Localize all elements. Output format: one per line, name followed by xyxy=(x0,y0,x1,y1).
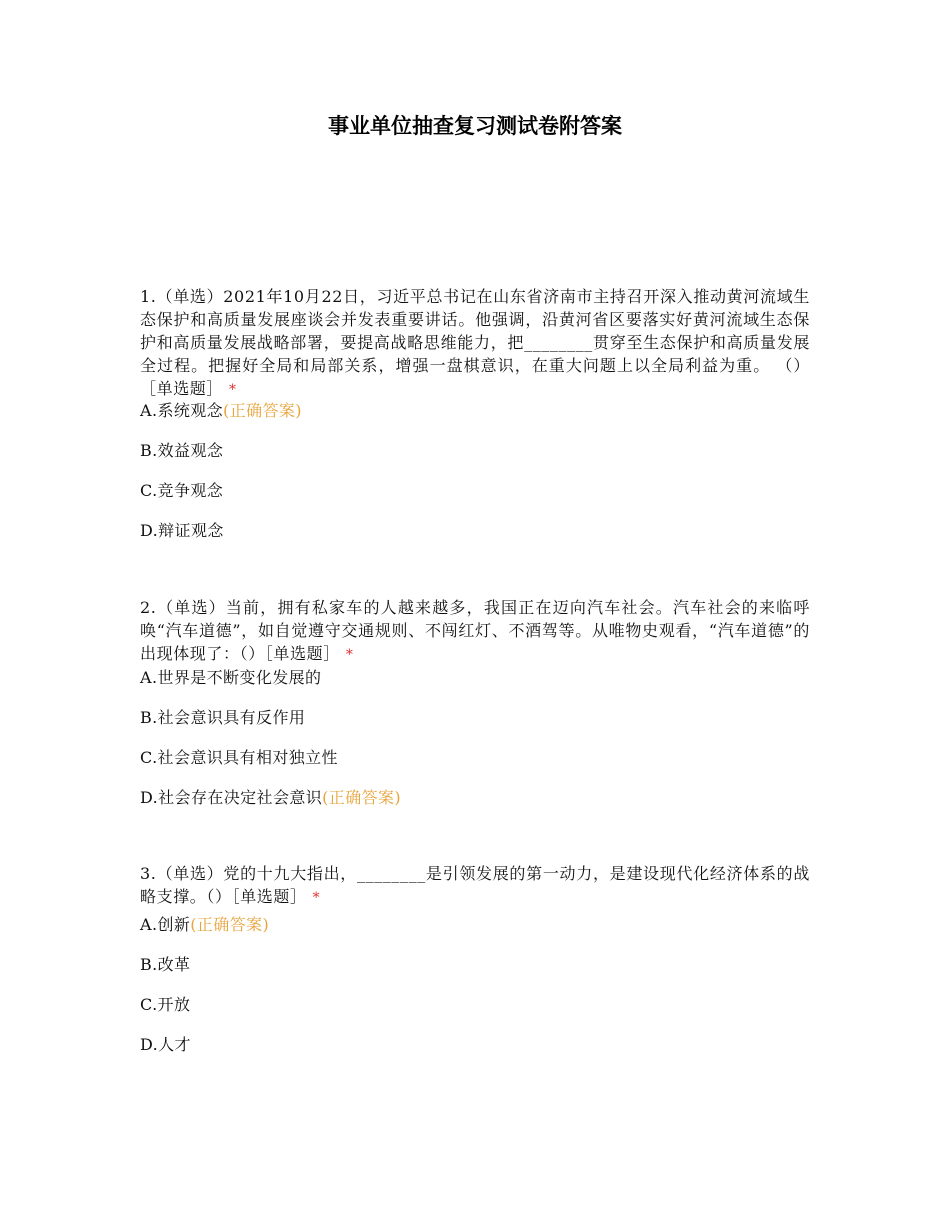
question-1-stem xyxy=(140,285,810,402)
option-text: B.改革 xyxy=(140,955,191,974)
option-text: C.开放 xyxy=(140,995,191,1014)
question-3-option-b xyxy=(140,954,810,976)
option-text: C.社会意识具有相对独立性 xyxy=(140,748,338,767)
question-2-option-c xyxy=(140,747,810,769)
option-text: D.人才 xyxy=(140,1035,191,1054)
question-2-option-a xyxy=(140,667,810,689)
question-3-option-c xyxy=(140,994,810,1016)
option-text: B.效益观念 xyxy=(140,441,224,460)
option-text: A.创新 xyxy=(140,915,191,934)
question-2-option-b xyxy=(140,707,810,729)
option-text: D.社会存在决定社会意识 xyxy=(140,788,323,807)
document-title: 事业单位抽查复习测试卷附答案 xyxy=(328,113,622,138)
question-1-option-d xyxy=(140,520,810,542)
question-3-stem xyxy=(140,862,810,910)
required-star: * xyxy=(229,382,237,398)
question-3-option-d xyxy=(140,1034,810,1056)
question-1-option-b xyxy=(140,440,810,462)
question-2-stem xyxy=(140,596,810,667)
required-star: * xyxy=(345,647,354,663)
option-text: A.世界是不断变化发展的 xyxy=(140,668,322,687)
correct-answer-label: (正确答案) xyxy=(223,401,302,420)
correct-answer-label: (正确答案) xyxy=(190,915,270,934)
question-1-option-c xyxy=(140,480,810,502)
question-text: 3.（单选）党的十九大指出，________是引领发展的第一动力，是建设现代化经济体系的战略支撑。（）［单选题］ xyxy=(140,864,810,906)
question-3-option-a xyxy=(140,914,810,936)
option-text: A.系统观念 xyxy=(140,401,224,420)
option-text: B.社会意识具有反作用 xyxy=(140,708,306,727)
question-text: 1.（单选）2021年10月22日，习近平总书记在山东省济南市主持召开深入推动黄河流域生态保护和高质量发展座谈会并发表重要讲话。他强调，沿黄河省区要落实好黄河流域生态保护和高质量发展战略部署，要提高战略思维能力，把________贯穿至生态保护和高质量发展全过程。把握好全局和局部关系，增强一盘棋意识，在重大问题上以全局利益为重。 （）［单选题］ xyxy=(140,287,810,398)
correct-answer-label: (正确答案) xyxy=(322,788,402,807)
option-text: D.辩证观念 xyxy=(140,521,224,540)
question-2-option-d xyxy=(140,787,810,809)
question-text: 2.（单选）当前，拥有私家车的人越来越多，我国正在迈向汽车社会。汽车社会的来临呼唤“汽车道德”，如自觉遵守交通规则、不闯红灯、不酒驾等。从唯物史观看，“汽车道德”的出现体现了：（）［单选题］ xyxy=(140,598,810,663)
required-star: * xyxy=(312,890,321,906)
option-text: C.竞争观念 xyxy=(140,481,224,500)
question-1-option-a xyxy=(140,400,810,422)
